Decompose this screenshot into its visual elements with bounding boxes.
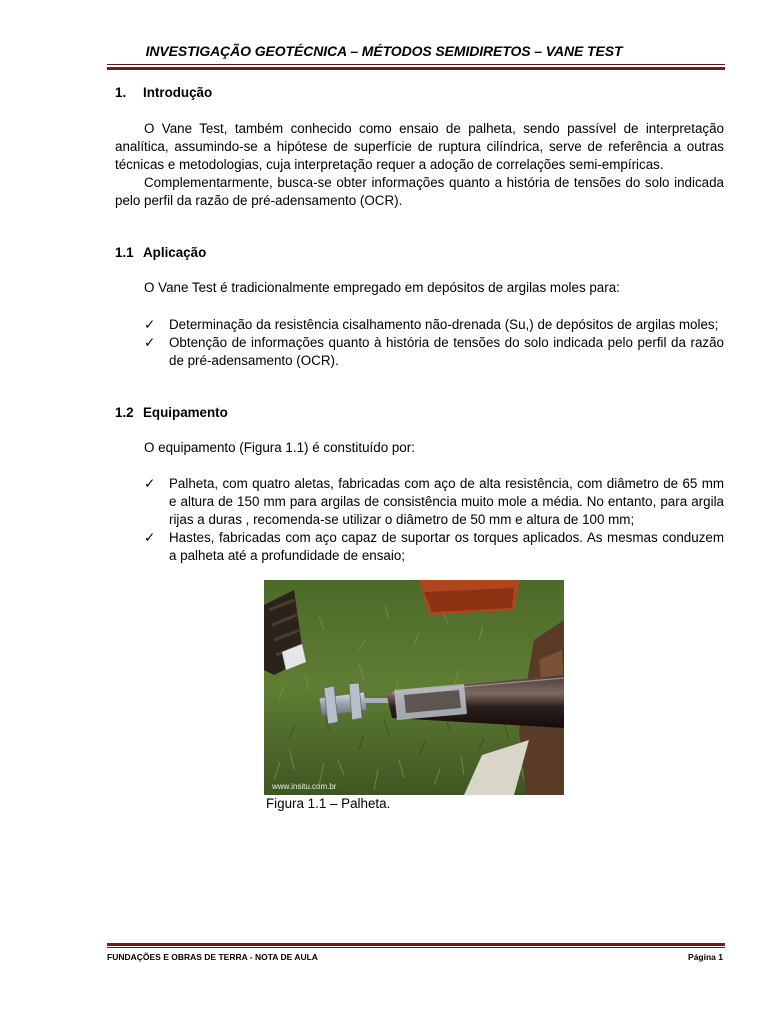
application-list (144, 316, 724, 370)
figure-caption: Figura 1.1 – Palheta. (266, 796, 391, 811)
photo-watermark: www.insitu.com.br (272, 782, 337, 791)
section-1-2-heading (115, 405, 228, 420)
list-item: ✓ Obtenção de informações quanto à história de tensões do solo indicada pelo perfil da razão de pré-adensamento (OCR). (144, 335, 724, 368)
header-rule-thin (107, 64, 725, 65)
paragraph: Complementarmente, busca-se obter informações quanto a história de tensões do solo indicada pelo perfil da razão de pré-adensamento (OCR). (115, 175, 724, 208)
section-title: Equipamento (143, 405, 228, 420)
header-rule-thick (107, 67, 725, 70)
vane-photo-illustration (264, 580, 564, 795)
footer-course-title: FUNDAÇÕES E OBRAS DE TERRA - NOTA DE AULA (107, 952, 318, 962)
section-1-1-heading (115, 245, 206, 260)
section-1-heading (115, 85, 212, 100)
section-title: Introdução (143, 85, 213, 100)
document-header-title: INVESTIGAÇÃO GEOTÉCNICA – MÉTODOS SEMIDIRETOS – VANE TEST (145, 43, 623, 59)
checkmark-icon: ✓ (144, 317, 156, 332)
footer-rule-thick (107, 943, 725, 946)
checkmark-icon: ✓ (144, 476, 156, 491)
page-number: Página 1 (688, 952, 723, 962)
section-1-body (115, 120, 724, 210)
paragraph: O Vane Test, também conhecido como ensaio de palheta, sendo passível de interpretação analítica, assumindo-se a hipótese de superfície de ruptura cilíndrica, serve de referência a outras técnicas e metodologias, cuja interpretação requer a adoção de correlações semi-empíricas. (115, 121, 724, 172)
list-item: ✓ Hastes, fabricadas com aço capaz de suportar os torques aplicados. As mesmas conduzem a palheta até a profundidade de ensaio; (144, 530, 724, 563)
section-1-1-intro: O Vane Test é tradicionalmente empregado em depósitos de argilas moles para: (144, 280, 620, 295)
list-item: ✓ Determinação da resistência cisalhamento não-drenada (Su,) de depósitos de argilas moles; (144, 317, 719, 332)
section-1-2-intro: O equipamento (Figura 1.1) é constituído por: (144, 440, 415, 455)
section-title: Aplicação (143, 245, 207, 260)
footer-rule-thin (107, 947, 725, 948)
checkmark-icon: ✓ (144, 530, 156, 545)
equipment-list (144, 475, 724, 565)
section-number: 1.2 (115, 405, 134, 420)
checkmark-icon: ✓ (144, 335, 156, 350)
section-number: 1.1 (115, 245, 134, 260)
list-item: ✓ Palheta, com quatro aletas, fabricadas com aço de alta resistência, com diâmetro de 65 mm e altura de 150 mm para argilas de consistência muito mole a média. No entanto, para argila rijas a duras , recomenda-se utilizar o diâmetro de 50 mm e altura de 100 mm; (144, 476, 724, 527)
section-number: 1. (115, 85, 127, 100)
vane-photo (264, 580, 564, 795)
